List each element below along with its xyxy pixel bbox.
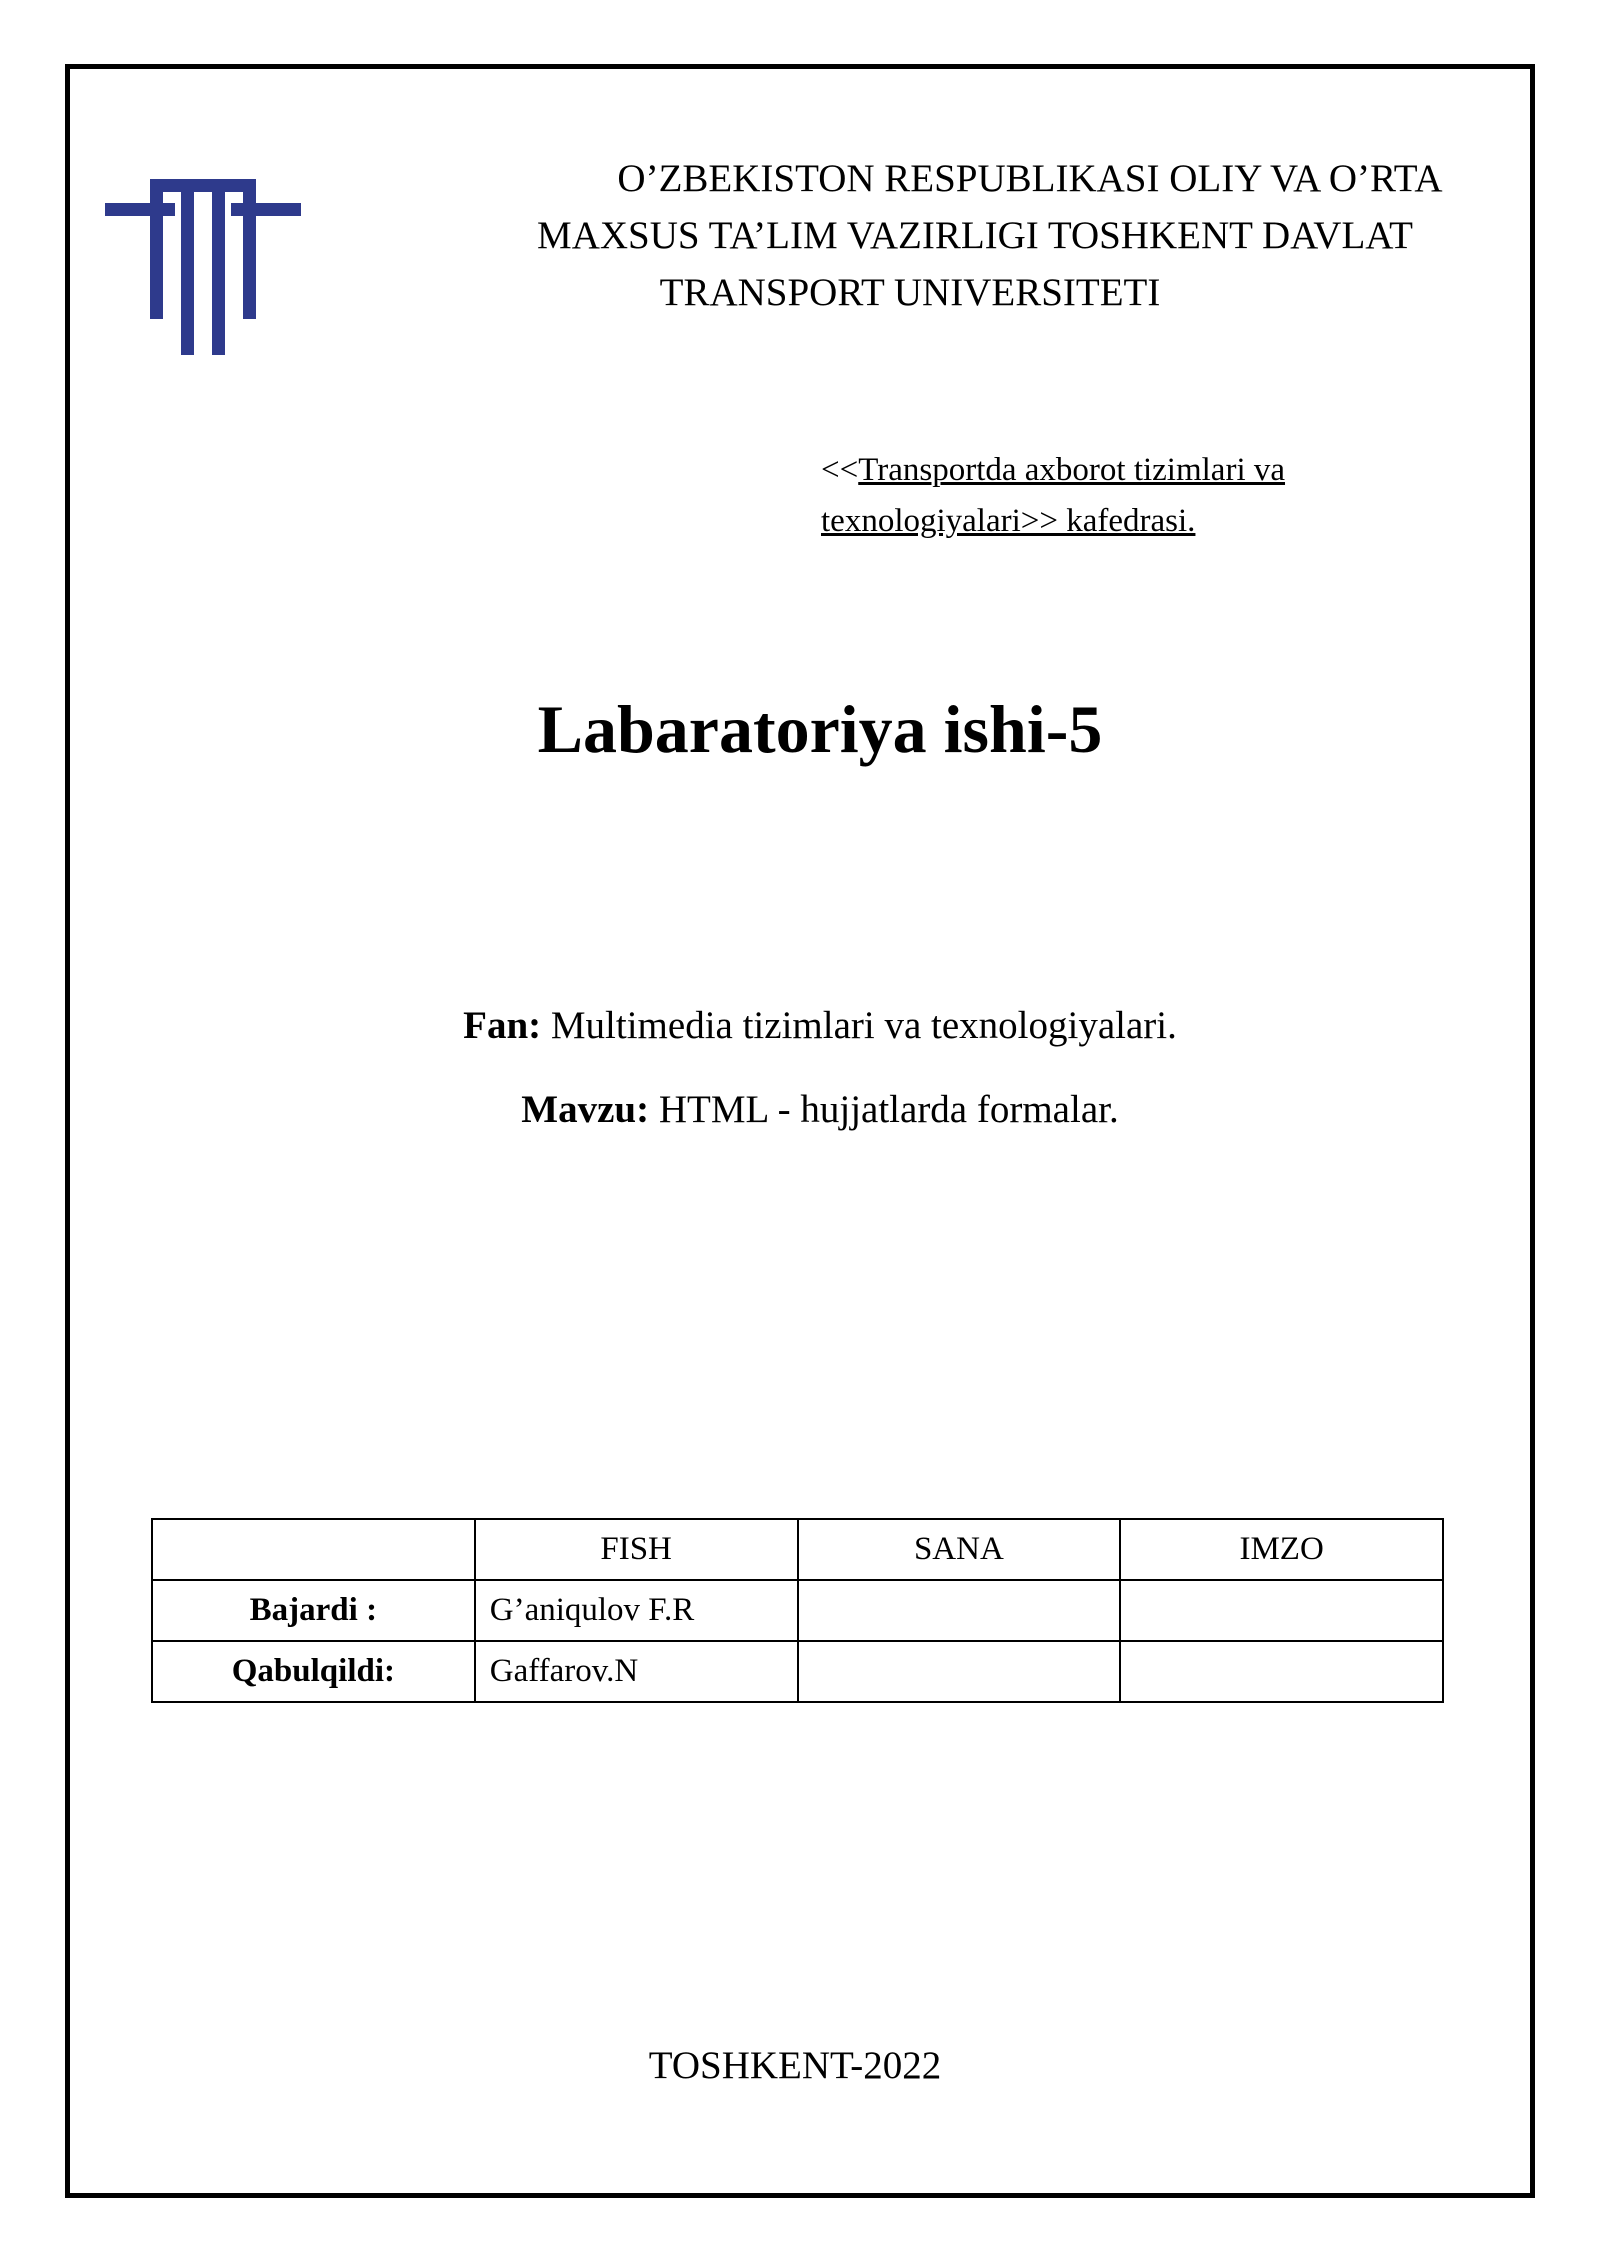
row-signature bbox=[1120, 1641, 1443, 1702]
row-date bbox=[798, 1580, 1121, 1641]
subject-mavzu bbox=[0, 1087, 1600, 1132]
row-date bbox=[798, 1641, 1121, 1702]
ministry-line-1: O’ZBEKISTON RESPUBLIKASI OLIY VA O’RTA bbox=[617, 157, 1443, 200]
footer-city-year: TOSHKENT-2022 bbox=[648, 2044, 942, 2087]
mavzu-value: HTML - hujjatlarda formalar. bbox=[649, 1088, 1119, 1131]
header-imzo: IMZO bbox=[1120, 1519, 1443, 1580]
row-role: Bajardi : bbox=[152, 1580, 475, 1641]
header-empty bbox=[152, 1519, 475, 1580]
ministry-heading bbox=[445, 150, 1505, 321]
row-name: G’aniqulov F.R bbox=[475, 1580, 798, 1641]
mavzu-label: Mavzu: bbox=[521, 1088, 650, 1131]
university-logo bbox=[105, 175, 301, 355]
table-row bbox=[152, 1580, 1443, 1641]
fan-label: Fan: bbox=[463, 1004, 542, 1047]
table-row bbox=[152, 1641, 1443, 1702]
ministry-line-3: TRANSPORT UNIVERSITETI bbox=[659, 271, 1161, 314]
table-header-row bbox=[152, 1519, 1443, 1580]
fan-value: Multimedia tizimlari va texnologiyalari. bbox=[541, 1004, 1177, 1047]
row-signature bbox=[1120, 1580, 1443, 1641]
lab-title: Labaratoriya ishi-5 bbox=[537, 691, 1103, 767]
header-fish: FISH bbox=[475, 1519, 798, 1580]
ministry-line-2: MAXSUS TA’LIM VAZIRLIGI TOSHKENT DAVLAT bbox=[537, 214, 1413, 257]
row-name: Gaffarov.N bbox=[475, 1641, 798, 1702]
signature-table bbox=[151, 1518, 1444, 1703]
department-line-2: texnologiyalari>> kafedrasi. bbox=[821, 503, 1196, 539]
row-role: Qabulqildi: bbox=[152, 1641, 475, 1702]
department-name bbox=[821, 445, 1471, 547]
subject-fan bbox=[0, 1003, 1600, 1048]
department-prefix: << bbox=[821, 452, 859, 488]
header-sana: SANA bbox=[798, 1519, 1121, 1580]
department-line-1: Transportda axborot tizimlari va bbox=[858, 452, 1286, 488]
